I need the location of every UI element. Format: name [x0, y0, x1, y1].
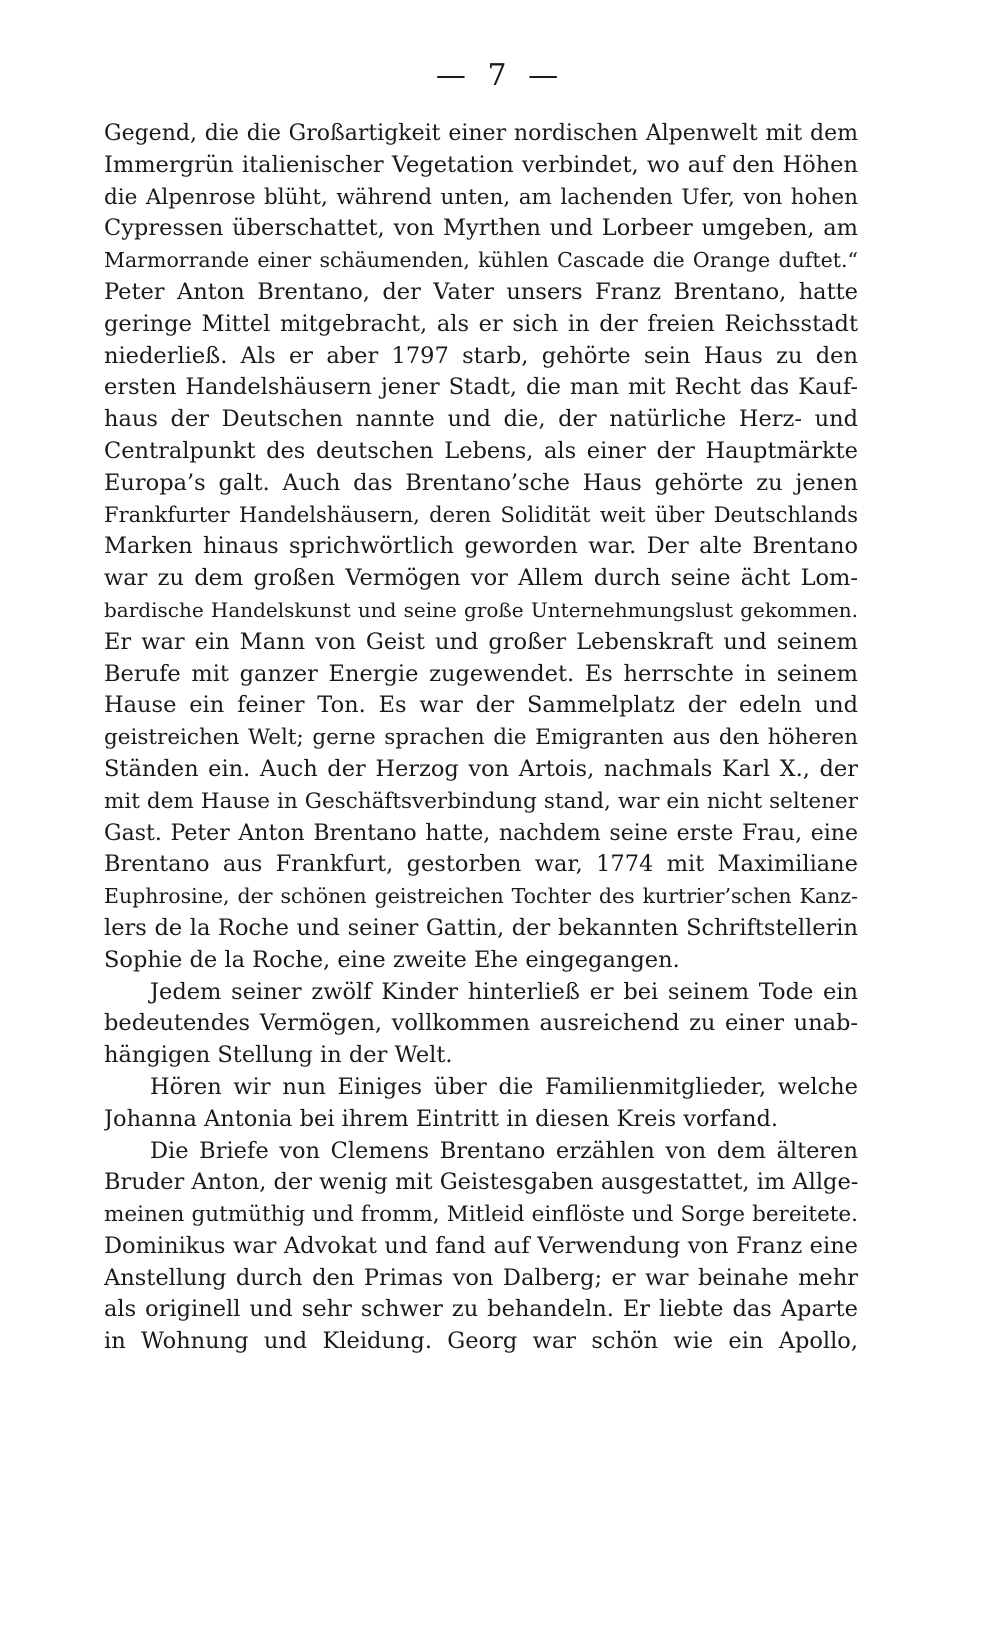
text-line: ersten Handelshäusern jener Stadt, die man mit Recht das Kauf-: [104, 374, 858, 401]
text-line: Europa’s galt. Auch das Brentano’sche Haus gehörte zu jenen: [104, 469, 858, 496]
text-line: Cypressen überschattet, von Myrthen und Lorbeer umgeben, am: [104, 215, 858, 242]
text-line: hängigen Stellung in der Welt.: [104, 1042, 453, 1069]
text-line: geistreichen Welt; gerne sprachen die Emigranten aus den höheren: [104, 725, 858, 751]
text-line: geringe Mittel mitgebracht, als er sich in der freien Reichsstadt: [104, 310, 858, 337]
text-line: mit dem Hause in Geschäftsverbindung stand, war ein nicht seltener: [104, 788, 858, 814]
text-line: Peter Anton Brentano, der Vater unsers Franz Brentano, hatte: [104, 278, 858, 305]
text-line: Immergrün italienischer Vegetation verbindet, wo auf den Höhen: [104, 151, 858, 178]
text-line: bedeutendes Vermögen, vollkommen ausreichend zu einer unab-: [104, 1010, 858, 1037]
text-line: bardische Handelskunst und seine große Unternehmungslust gekommen.: [104, 597, 858, 622]
text-line: Hören wir nun Einiges über die Familienmitglieder, welche: [150, 1073, 858, 1100]
text-line: Gegend, die die Großartigkeit einer nordischen Alpenwelt mit dem: [104, 121, 858, 146]
text-line: Jedem seiner zwölf Kinder hinterließ er bei seinem Tode ein: [150, 978, 858, 1005]
body-text: [104, 118, 858, 1358]
text-line: Centralpunkt des deutschen Lebens, als einer der Hauptmärkte: [104, 437, 858, 464]
text-line: Euphrosine, der schönen geistreichen Tochter des kurtrier’schen Kanz-: [104, 884, 858, 909]
page-number: — 7 —: [435, 58, 565, 93]
text-line: Die Briefe von Clemens Brentano erzählen von dem älteren: [150, 1137, 858, 1164]
text-line: haus der Deutschen nannte und die, der natürliche Herz- und: [104, 406, 858, 433]
text-line: niederließ. Als er aber 1797 starb, gehörte sein Haus zu den: [104, 342, 858, 369]
text-line: Marmorrande einer schäumenden, kühlen Cascade die Orange duftet.“: [104, 248, 858, 273]
text-line: meinen gutmüthig und fromm, Mitleid einflöste und Sorge bereitete.: [104, 1202, 858, 1228]
text-line: Berufe mit ganzer Energie zugewendet. Es herrschte in seinem: [104, 660, 858, 687]
text-line: Hause ein feiner Ton. Es war der Sammelplatz der edeln und: [104, 692, 858, 719]
text-line: Sophie de la Roche, eine zweite Ehe eingegangen.: [104, 946, 680, 973]
text-line: Anstellung durch den Primas von Dalberg; er war beinahe mehr: [104, 1264, 858, 1291]
text-line: Brentano aus Frankfurt, gestorben war, 1774 mit Maximiliane: [104, 851, 858, 878]
text-line: als originell und sehr schwer zu behandeln. Er liebte das Aparte: [104, 1296, 858, 1323]
text-line: Er war ein Mann von Geist und großer Lebenskraft und seinem: [104, 628, 858, 655]
text-line: Marken hinaus sprichwörtlich geworden war. Der alte Brentano: [104, 533, 858, 560]
text-line: war zu dem großen Vermögen vor Allem durch seine ächt Lom-: [104, 565, 858, 592]
text-line: lers de la Roche und seiner Gattin, der bekannten Schriftstellerin: [104, 914, 858, 941]
text-line: Bruder Anton, der wenig mit Geistesgaben ausgestattet, im Allge-: [104, 1169, 858, 1196]
text-line: die Alpenrose blüht, während unten, am lachenden Ufer, von hohen: [104, 184, 858, 210]
text-line: in Wohnung und Kleidung. Georg war schön wie ein Apollo,: [104, 1328, 858, 1355]
text-line: Dominikus war Advokat und fand auf Verwendung von Franz eine: [104, 1232, 858, 1259]
text-line: Frankfurter Handelshäusern, deren Solidität weit über Deutschlands: [104, 502, 858, 527]
text-line: Ständen ein. Auch der Herzog von Artois, nachmals Karl X., der: [104, 755, 858, 782]
text-line: Gast. Peter Anton Brentano hatte, nachdem seine erste Frau, eine: [104, 820, 858, 846]
text-line: Johanna Antonia bei ihrem Eintritt in diesen Kreis vorfand.: [104, 1105, 779, 1132]
